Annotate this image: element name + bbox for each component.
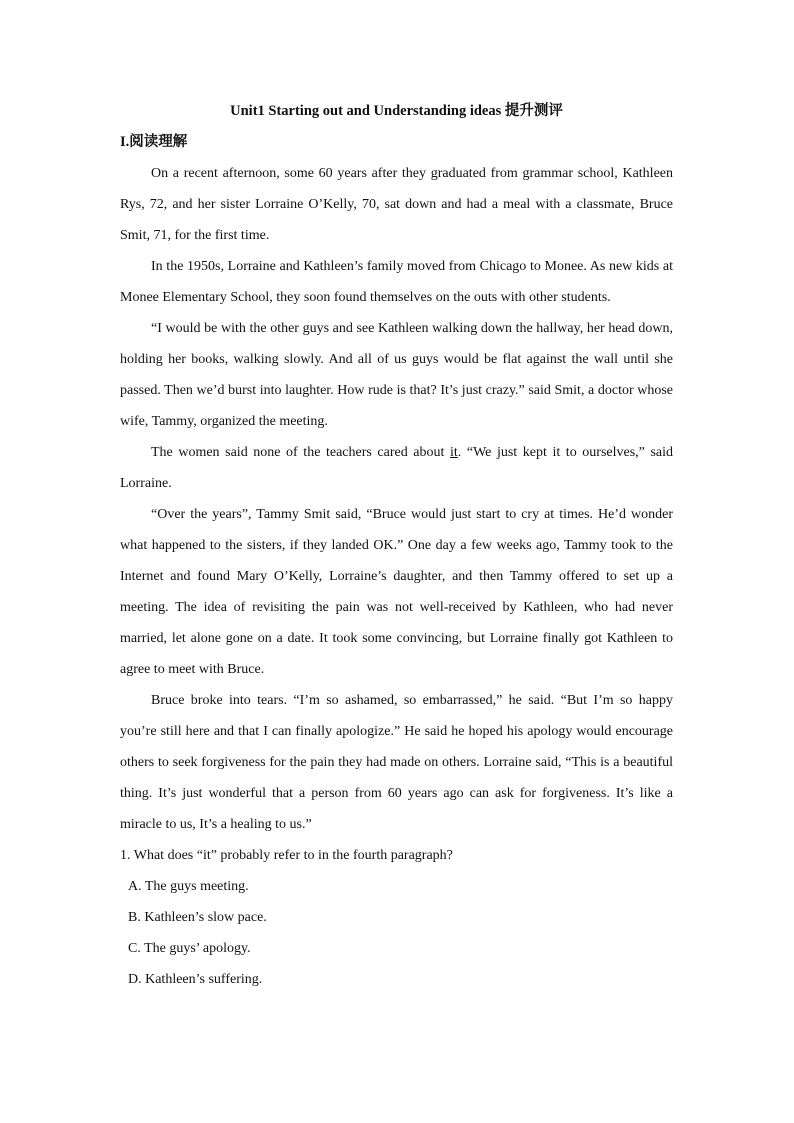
question-1-option-c: C. The guys’ apology. [128,941,251,956]
question-1-option-a: A. The guys meeting. [128,879,249,894]
paragraph-4-text-after: . “We just kept it to ourselves,” said Lorraine. [120,445,673,491]
paragraph-1: On a recent afternoon, some 60 years after they graduated from grammar school, Kathleen Rys, 72, and her sister Lorraine O’Kelly, 70, sat down and had a meal with a classmate, Bruce Smit, 71, for the first time. [120,166,673,243]
paragraph-4-text-before: The women said none of the teachers cared about [151,445,450,460]
paragraph-6: Bruce broke into tears. “I’m so ashamed, so embarrassed,” he said. “But I’m so happy you’re still here and that I can finally apologize.” He said he hoped his apology would encourage others to seek forgiveness for the pain they had made on others. Lorraine said, “This is a beautiful thing. It’s just wonderful that a person from 60 years ago can ask for forgiveness. It’s like a miracle to us, It’s a healing to us.” [120,693,673,832]
paragraph-5: “Over the years”, Tammy Smit said, “Bruce would just start to cry at times. He’d wonder what happened to the sisters, if they landed OK.” One day a few weeks ago, Tammy took to the Internet and found Mary O’Kelly, Lorraine’s daughter, and then Tammy offered to set up a meeting. The idea of revisiting the pain was not well-received by Kathleen, who had never married, let alone gone on a date. It took some convincing, but Lorraine finally got Kathleen to agree to meet with Bruce. [120,507,673,677]
paragraph-2: In the 1950s, Lorraine and Kathleen’s family moved from Chicago to Monee. As new kids at Monee Elementary School, they soon found themselves on the outs with other students. [120,259,673,305]
question-1-stem: 1. What does “it” probably refer to in the fourth paragraph? [120,848,453,863]
question-1-option-b: B. Kathleen’s slow pace. [128,910,267,925]
paragraph-3: “I would be with the other guys and see Kathleen walking down the hallway, her head down, holding her books, walking slowly. And all of us guys would be flat against the wall until she passed. Then we’d burst into laughter. How rude is that? It’s just crazy.” said Smit, a doctor whose wife, Tammy, organized the meeting. [120,321,673,429]
document-page [120,96,673,995]
question-1-option-d: D. Kathleen’s suffering. [128,972,263,987]
underlined-it: it [450,445,458,460]
document-title: Unit1 Starting out and Understanding ideas 提升测评 [230,103,563,119]
paragraph-4 [120,437,673,499]
section-heading: I.阅读理解 [120,134,188,150]
